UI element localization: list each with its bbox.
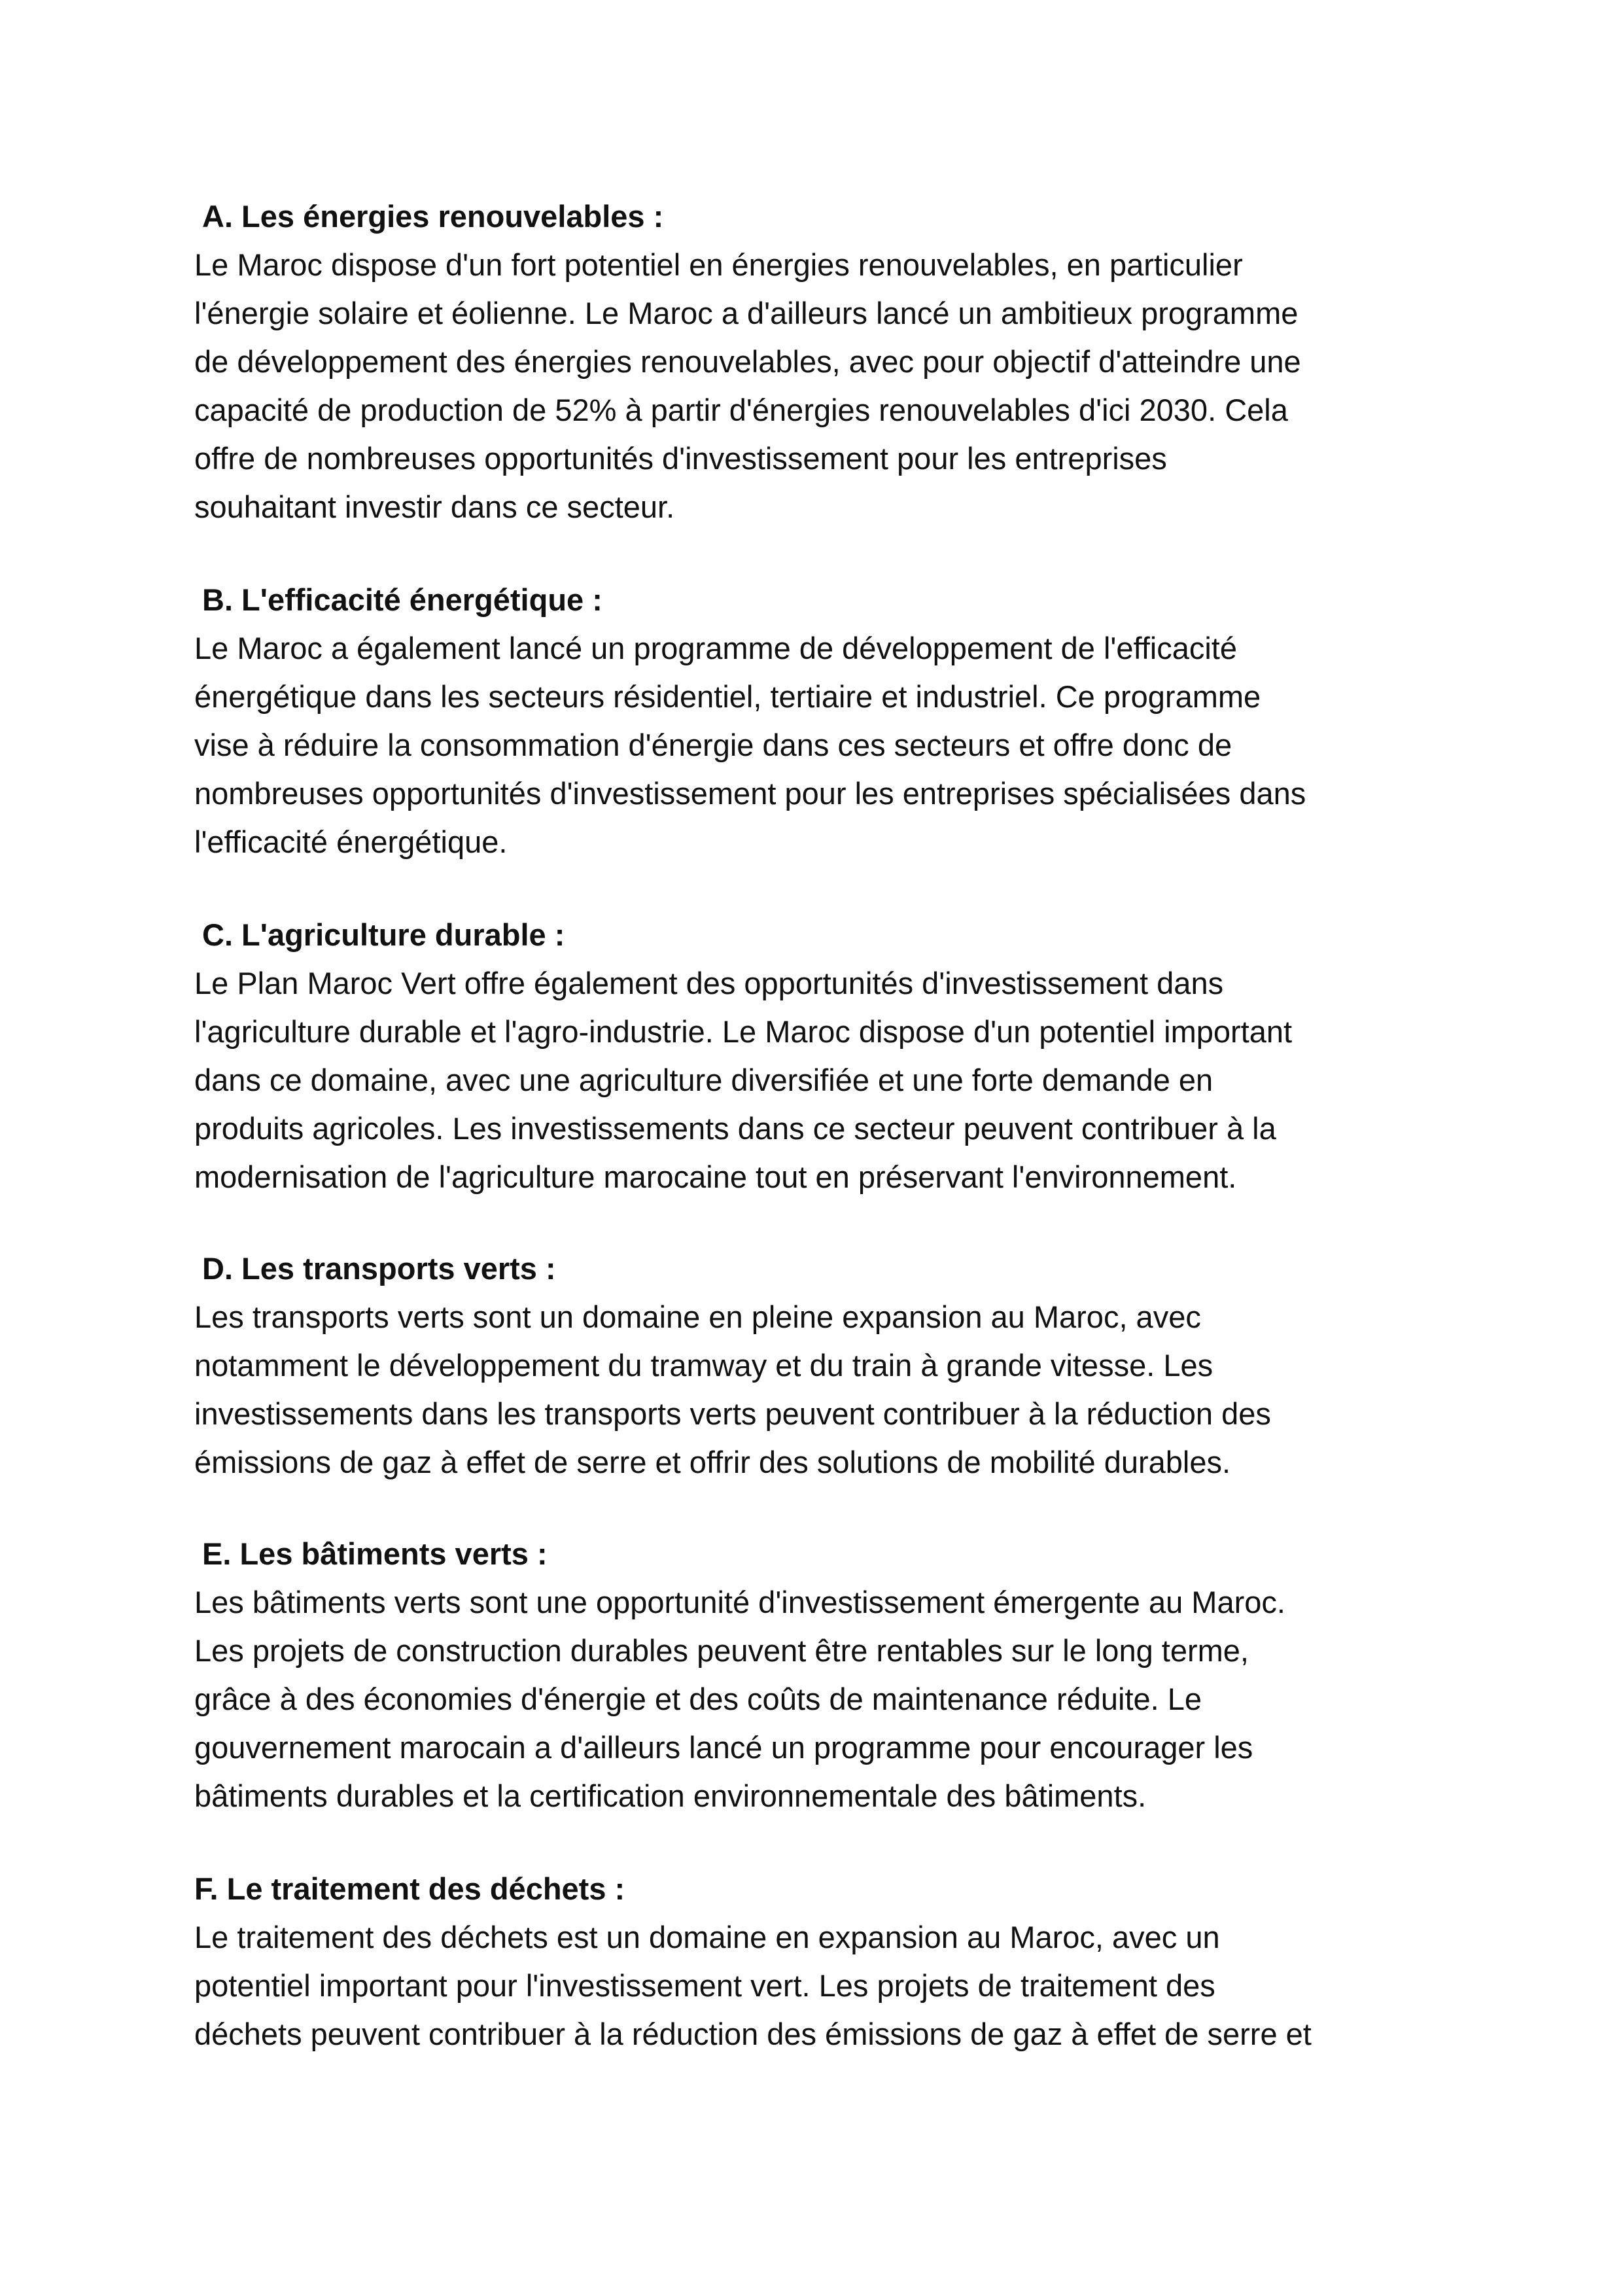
section-renewable-energy: [194, 192, 1450, 531]
paragraph-line: déchets peuvent contribuer à la réduction des émissions de gaz à effet de serre et: [194, 2017, 1312, 2051]
section-energy-efficiency: [194, 576, 1450, 866]
section-heading: F. Le traitement des déchets :: [194, 1871, 625, 1906]
paragraph-line: émissions de gaz à effet de serre et offrir des solutions de mobilité durables.: [194, 1445, 1231, 1479]
section-heading: B. L'efficacité énergétique :: [202, 582, 602, 617]
paragraph-line: notamment le développement du tramway et du train à grande vitesse. Les: [194, 1348, 1213, 1383]
paragraph-line: grâce à des économies d'énergie et des coûts de maintenance réduite. Le: [194, 1682, 1202, 1716]
paragraph-line: modernisation de l'agriculture marocaine tout en préservant l'environnement.: [194, 1159, 1237, 1194]
paragraph-line: Le Plan Maroc Vert offre également des opportunités d'investissement dans: [194, 966, 1224, 1000]
paragraph-line: l'énergie solaire et éolienne. Le Maroc a d'ailleurs lancé un ambitieux programme: [194, 296, 1299, 330]
paragraph-line: potentiel important pour l'investissement vert. Les projets de traitement des: [194, 1968, 1215, 2003]
paragraph-line: Le Maroc a également lancé un programme de développement de l'efficacité: [194, 631, 1238, 665]
paragraph-line: Les projets de construction durables peuvent être rentables sur le long terme,: [194, 1633, 1249, 1668]
paragraph-line: capacité de production de 52% à partir d'énergies renouvelables d'ici 2030. Cela: [194, 393, 1288, 427]
section-sustainable-agriculture: [194, 911, 1450, 1201]
section-waste-treatment: [194, 1865, 1450, 2058]
paragraph-line: Les transports verts sont un domaine en pleine expansion au Maroc, avec: [194, 1299, 1201, 1334]
paragraph-line: Les bâtiments verts sont une opportunité d'investissement émergente au Maroc.: [194, 1585, 1285, 1619]
section-green-transport: [194, 1245, 1450, 1487]
paragraph-line: offre de nombreuses opportunités d'investissement pour les entreprises: [194, 441, 1167, 476]
paragraph-line: souhaitant investir dans ce secteur.: [194, 489, 675, 524]
paragraph-line: bâtiments durables et la certification environnementale des bâtiments.: [194, 1778, 1147, 1813]
paragraph-line: investissements dans les transports verts peuvent contribuer à la réduction des: [194, 1396, 1271, 1431]
section-heading: C. L'agriculture durable :: [202, 917, 565, 952]
section-heading: A. Les énergies renouvelables :: [202, 199, 664, 234]
paragraph-line: nombreuses opportunités d'investissement pour les entreprises spécialisées dans: [194, 776, 1306, 811]
paragraph-line: gouvernement marocain a d'ailleurs lancé un programme pour encourager les: [194, 1730, 1253, 1765]
section-heading: D. Les transports verts :: [202, 1251, 556, 1286]
paragraph-line: de développement des énergies renouvelables, avec pour objectif d'atteindre une: [194, 344, 1301, 379]
paragraph-line: l'efficacité énergétique.: [194, 824, 508, 859]
paragraph-line: énergétique dans les secteurs résidentiel, tertiaire et industriel. Ce programme: [194, 679, 1261, 714]
section-heading: E. Les bâtiments verts :: [202, 1536, 548, 1571]
paragraph-line: vise à réduire la consommation d'énergie dans ces secteurs et offre donc de: [194, 728, 1232, 762]
paragraph-line: Le traitement des déchets est un domaine en expansion au Maroc, avec un: [194, 1920, 1220, 1954]
paragraph-line: produits agricoles. Les investissements dans ce secteur peuvent contribuer à la: [194, 1111, 1276, 1146]
section-green-buildings: [194, 1530, 1450, 1820]
paragraph-line: dans ce domaine, avec une agriculture diversifiée et une forte demande en: [194, 1063, 1213, 1097]
paragraph-line: Le Maroc dispose d'un fort potentiel en énergies renouvelables, en particulier: [194, 247, 1243, 282]
paragraph-line: l'agriculture durable et l'agro-industrie. Le Maroc dispose d'un potentiel important: [194, 1014, 1293, 1049]
